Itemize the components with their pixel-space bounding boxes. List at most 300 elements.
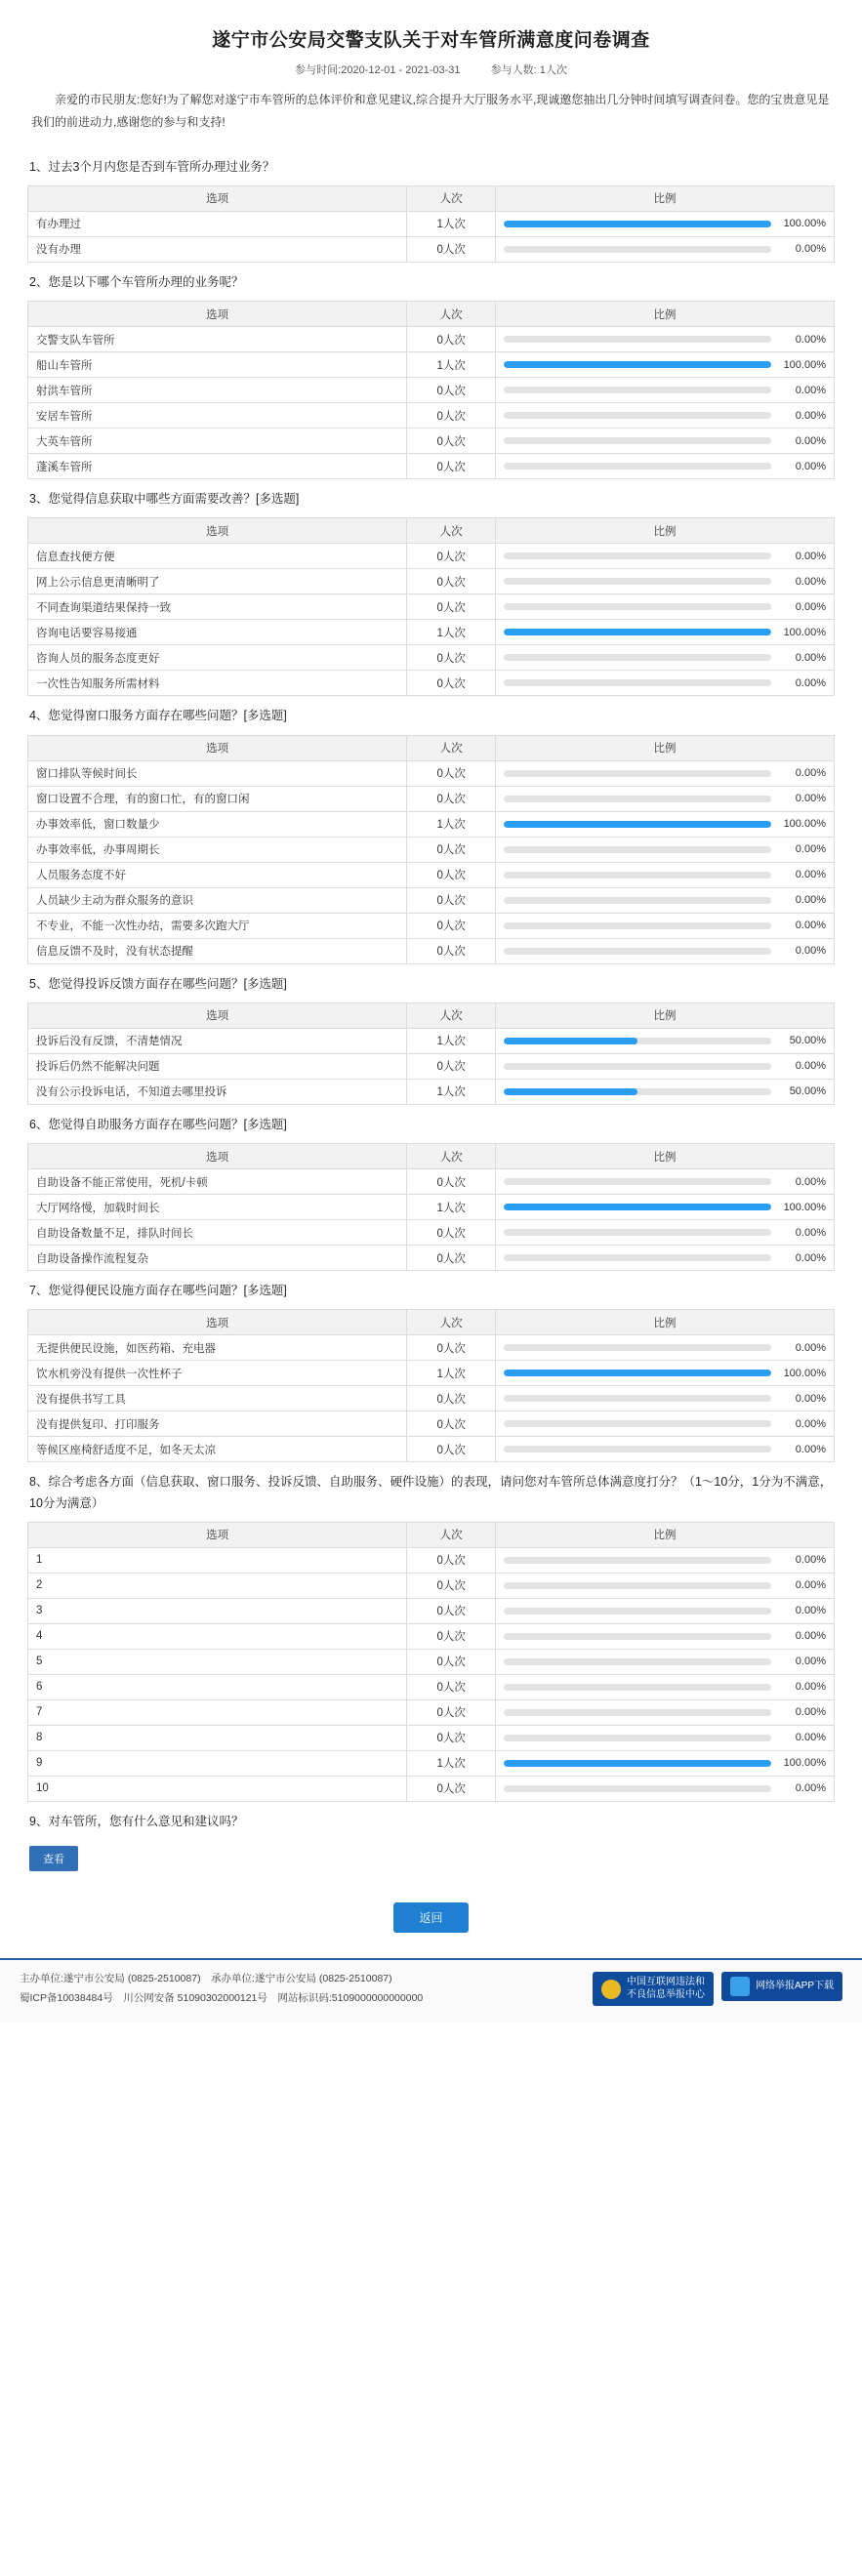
- response-percent-cell: [496, 1547, 835, 1573]
- percent-bar-fill: [504, 1038, 637, 1044]
- response-count: 0人次: [407, 1411, 496, 1437]
- percent-value: 0.00%: [795, 945, 826, 958]
- response-percent-cell: [496, 1386, 835, 1411]
- percent-bar-track: [504, 1633, 771, 1640]
- table-row: [28, 429, 835, 454]
- percent-bar: [504, 1656, 826, 1667]
- table-row: [28, 1028, 835, 1053]
- table-header-row: [28, 1310, 835, 1335]
- survey-meta: [27, 61, 835, 89]
- response-count: 0人次: [407, 569, 496, 594]
- percent-bar: [504, 677, 826, 689]
- percent-bar-track: [504, 1684, 771, 1691]
- percent-value: 0.00%: [795, 243, 826, 256]
- percent-bar: [504, 1342, 826, 1354]
- response-count: 0人次: [407, 378, 496, 403]
- percent-bar: [504, 652, 826, 664]
- percent-bar: [504, 843, 826, 855]
- column-header: 比例: [496, 735, 835, 760]
- percent-value: 0.00%: [795, 843, 826, 856]
- percent-bar-track: [504, 1735, 771, 1741]
- percent-bar: [504, 1060, 826, 1072]
- response-count: 0人次: [407, 429, 496, 454]
- response-percent-cell: [496, 1649, 835, 1674]
- percent-bar: [504, 410, 826, 422]
- table-row: [28, 1053, 835, 1079]
- response-percent-cell: [496, 1220, 835, 1246]
- response-count: 1人次: [407, 1195, 496, 1220]
- option-label: 信息反馈不及时，没有状态提醒: [28, 938, 407, 963]
- percent-bar: [504, 627, 826, 638]
- percent-value: 0.00%: [795, 333, 826, 346]
- percent-bar: [504, 1630, 826, 1642]
- response-percent-cell: [496, 811, 835, 837]
- response-count: 1人次: [407, 811, 496, 837]
- table-row: [28, 1361, 835, 1386]
- response-percent-cell: [496, 1573, 835, 1598]
- response-count: 1人次: [407, 1361, 496, 1386]
- percent-bar-track: [504, 1608, 771, 1615]
- response-percent-cell: [496, 760, 835, 786]
- percent-value: 100.00%: [783, 1757, 826, 1770]
- percent-bar: [504, 1732, 826, 1743]
- response-count: 0人次: [407, 887, 496, 913]
- table-header-row: [28, 1522, 835, 1547]
- percent-bar-track: [504, 654, 771, 661]
- option-label: 6: [28, 1674, 407, 1699]
- question-9-title: 9、对车管所，您有什么意见和建议吗？: [29, 1814, 244, 1828]
- response-percent-cell: [496, 403, 835, 429]
- response-percent-cell: [496, 211, 835, 236]
- response-count: 0人次: [407, 327, 496, 352]
- option-label: 办事效率低，办事周期长: [28, 837, 407, 862]
- table-row: [28, 811, 835, 837]
- response-percent-cell: [496, 1674, 835, 1699]
- response-percent-cell: [496, 1411, 835, 1437]
- question-results-table: [27, 1309, 835, 1462]
- column-header: 选项: [28, 1522, 407, 1547]
- percent-value: 0.00%: [795, 1554, 826, 1567]
- download-icon: [730, 1977, 750, 1996]
- response-count: 0人次: [407, 403, 496, 429]
- percent-bar-track: [504, 412, 771, 419]
- table-row: [28, 403, 835, 429]
- option-label: 9: [28, 1750, 407, 1776]
- column-header: 人次: [407, 185, 496, 211]
- response-count: 0人次: [407, 1246, 496, 1271]
- response-percent-cell: [496, 352, 835, 378]
- table-row: [28, 887, 835, 913]
- table-header-row: [28, 302, 835, 327]
- option-label: 没有提供书写工具: [28, 1386, 407, 1411]
- percent-value: 0.00%: [795, 1605, 826, 1617]
- question-results-table: [27, 1002, 835, 1105]
- footer-text: [20, 1970, 593, 2009]
- report-center-badge[interactable]: [593, 1972, 714, 2006]
- table-header-row: [28, 518, 835, 544]
- response-percent-cell: [496, 1361, 835, 1386]
- percent-bar: [504, 435, 826, 447]
- percent-value: 0.00%: [795, 651, 826, 664]
- response-percent-cell: [496, 1028, 835, 1053]
- response-count: 1人次: [407, 1079, 496, 1104]
- percent-bar: [504, 1176, 826, 1188]
- response-percent-cell: [496, 544, 835, 569]
- table-row: [28, 594, 835, 620]
- report-app-badge[interactable]: [721, 1972, 842, 2001]
- response-percent-cell: [496, 594, 835, 620]
- response-count: 0人次: [407, 1674, 496, 1699]
- response-count: 0人次: [407, 454, 496, 479]
- option-label: 不同查询渠道结果保持一致: [28, 594, 407, 620]
- percent-bar-track: [504, 1658, 771, 1665]
- table-row: [28, 327, 835, 352]
- percent-bar: [504, 1554, 826, 1566]
- percent-bar: [504, 1035, 826, 1046]
- question-title: 7、您觉得便民设施方面存在哪些问题？[多选题]: [29, 1284, 287, 1298]
- response-percent-cell: [496, 1246, 835, 1271]
- table-row: [28, 938, 835, 963]
- percent-bar: [504, 359, 826, 371]
- option-label: 蓬溪车管所: [28, 454, 407, 479]
- percent-bar: [504, 1252, 826, 1264]
- column-header: 比例: [496, 1310, 835, 1335]
- option-label: 没有办理: [28, 236, 407, 262]
- percent-bar-track: [504, 1446, 771, 1452]
- report-center-label-1: 中国互联网违法和: [626, 1977, 705, 1988]
- percent-bar-track: [504, 1204, 771, 1210]
- percent-bar-track: [504, 1178, 771, 1185]
- response-count: 0人次: [407, 1220, 496, 1246]
- column-header: 比例: [496, 302, 835, 327]
- option-label: 饮水机旁没有提供一次性杯子: [28, 1361, 407, 1386]
- response-count: 0人次: [407, 236, 496, 262]
- percent-bar: [504, 243, 826, 255]
- footer-badges: [593, 1970, 842, 2006]
- option-label: 自助设备不能正常使用，死机/卡顿: [28, 1169, 407, 1195]
- response-count: 0人次: [407, 1725, 496, 1750]
- table-row: [28, 544, 835, 569]
- percent-bar-track: [504, 1229, 771, 1236]
- percent-bar-track: [504, 552, 771, 559]
- table-row: [28, 1246, 835, 1271]
- response-percent-cell: [496, 1195, 835, 1220]
- response-count: 0人次: [407, 760, 496, 786]
- option-label: 3: [28, 1598, 407, 1623]
- question-results-table: [27, 735, 835, 964]
- percent-value: 0.00%: [795, 793, 826, 805]
- percent-bar: [504, 818, 826, 830]
- percent-bar-track: [504, 437, 771, 444]
- percent-value: 0.00%: [795, 1782, 826, 1795]
- table-row: [28, 1598, 835, 1623]
- percent-bar-fill: [504, 361, 771, 368]
- response-count: 0人次: [407, 1649, 496, 1674]
- percent-bar-fill: [504, 1204, 771, 1210]
- percent-value: 0.00%: [795, 1226, 826, 1239]
- response-count: 0人次: [407, 786, 496, 811]
- response-percent-cell: [496, 913, 835, 938]
- column-header: 人次: [407, 302, 496, 327]
- option-label: 大厅网络慢，加载时间长: [28, 1195, 407, 1220]
- percent-value: 0.00%: [795, 1579, 826, 1592]
- percent-bar-track: [504, 872, 771, 879]
- percent-bar: [504, 1444, 826, 1455]
- response-percent-cell: [496, 454, 835, 479]
- percent-value: 0.00%: [795, 767, 826, 780]
- footer-line-2: 蜀ICP备10038484号 川公网安备 51090302000121号 网站标识码:5109000000000000: [20, 1992, 424, 2005]
- response-count: 0人次: [407, 1386, 496, 1411]
- percent-bar-track: [504, 1709, 771, 1716]
- table-row: [28, 786, 835, 811]
- table-header-row: [28, 1002, 835, 1028]
- percent-bar-fill: [504, 821, 771, 828]
- response-percent-cell: [496, 327, 835, 352]
- response-count: 1人次: [407, 1750, 496, 1776]
- percent-bar: [504, 1227, 826, 1239]
- percent-bar: [504, 601, 826, 613]
- table-row: [28, 1335, 835, 1361]
- column-header: 人次: [407, 1522, 496, 1547]
- table-row: [28, 620, 835, 645]
- percent-value: 0.00%: [795, 1732, 826, 1744]
- table-header-row: [28, 1144, 835, 1169]
- option-label: 不专业，不能一次性办结，需要多次跑大厅: [28, 913, 407, 938]
- percent-bar-track: [504, 603, 771, 610]
- percent-value: 0.00%: [795, 1681, 826, 1694]
- option-label: 窗口排队等候时间长: [28, 760, 407, 786]
- percent-bar: [504, 1085, 826, 1097]
- response-percent-cell: [496, 645, 835, 671]
- percent-bar-track: [504, 387, 771, 393]
- percent-value: 0.00%: [795, 1341, 826, 1354]
- response-percent-cell: [496, 1725, 835, 1750]
- percent-bar: [504, 1202, 826, 1213]
- response-count: 0人次: [407, 1053, 496, 1079]
- percent-value: 0.00%: [795, 869, 826, 881]
- option-label: 10: [28, 1776, 407, 1801]
- percent-value: 100.00%: [783, 626, 826, 638]
- questions-container: [27, 147, 835, 1802]
- question-title: 8、综合考虑各方面（信息获取、窗口服务、投诉反馈、自助服务、硬件设施）的表现，请问您对车管所总体满意度打分？（1～10分，1分为不满意，10分为满意）: [29, 1475, 833, 1510]
- percent-value: 0.00%: [795, 1060, 826, 1073]
- response-percent-cell: [496, 938, 835, 963]
- response-percent-cell: [496, 1598, 835, 1623]
- question-title: 6、您觉得自助服务方面存在哪些问题？[多选题]: [29, 1117, 287, 1131]
- percent-bar-track: [504, 1088, 771, 1095]
- table-header-row: [28, 735, 835, 760]
- report-center-label-2: 不良信息举报中心: [626, 1988, 705, 2000]
- percent-bar-track: [504, 463, 771, 470]
- response-count: 0人次: [407, 862, 496, 887]
- response-count: 1人次: [407, 1028, 496, 1053]
- percent-bar-track: [504, 846, 771, 853]
- response-percent-cell: [496, 1750, 835, 1776]
- percent-bar: [504, 920, 826, 931]
- percent-bar-fill: [504, 1760, 771, 1767]
- response-percent-cell: [496, 620, 835, 645]
- table-row: [28, 837, 835, 862]
- percent-bar: [504, 218, 826, 229]
- option-label: 一次性告知服务所需材料: [28, 671, 407, 696]
- percent-bar: [504, 793, 826, 804]
- column-header: 比例: [496, 1144, 835, 1169]
- percent-bar: [504, 385, 826, 396]
- percent-value: 0.00%: [795, 676, 826, 689]
- response-count: 0人次: [407, 1547, 496, 1573]
- view-comments-button[interactable]: 查看: [29, 1846, 78, 1871]
- question-title: 5、您觉得投诉反馈方面存在哪些问题？[多选题]: [29, 976, 287, 991]
- page-footer: [0, 1958, 862, 2023]
- table-row: [28, 1573, 835, 1598]
- percent-bar-track: [504, 821, 771, 828]
- question-results-table: [27, 301, 835, 479]
- percent-bar-track: [504, 1395, 771, 1402]
- option-label: 办事效率低，窗口数量少: [28, 811, 407, 837]
- percent-bar-track: [504, 1582, 771, 1589]
- percent-bar-fill: [504, 1370, 771, 1376]
- table-row: [28, 1725, 835, 1750]
- column-header: 人次: [407, 1310, 496, 1335]
- back-row: [27, 1881, 835, 1958]
- percent-bar: [504, 1706, 826, 1718]
- percent-bar-track: [504, 246, 771, 253]
- option-label: 射洪车管所: [28, 378, 407, 403]
- response-count: 1人次: [407, 211, 496, 236]
- percent-bar: [504, 1418, 826, 1430]
- response-percent-cell: [496, 1169, 835, 1195]
- question-title: 4、您觉得窗口服务方面存在哪些问题？[多选题]: [29, 709, 287, 723]
- table-row: [28, 1386, 835, 1411]
- percent-bar-track: [504, 1063, 771, 1070]
- percent-value: 0.00%: [795, 384, 826, 396]
- option-label: 投诉后没有反馈，不清楚情况: [28, 1028, 407, 1053]
- table-row: [28, 1220, 835, 1246]
- page-title: 遂宁市公安局交警支队关于对车管所满意度问卷调查: [212, 30, 650, 51]
- response-count: 0人次: [407, 1335, 496, 1361]
- response-count: 0人次: [407, 1776, 496, 1801]
- table-header-row: [28, 185, 835, 211]
- response-percent-cell: [496, 1335, 835, 1361]
- percent-value: 0.00%: [795, 894, 826, 907]
- option-label: 网上公示信息更清晰明了: [28, 569, 407, 594]
- response-percent-cell: [496, 1623, 835, 1649]
- option-label: 5: [28, 1649, 407, 1674]
- option-label: 有办理过: [28, 211, 407, 236]
- table-row: [28, 1776, 835, 1801]
- option-label: 没有提供复印、打印服务: [28, 1411, 407, 1437]
- response-percent-cell: [496, 378, 835, 403]
- percent-bar: [504, 1782, 826, 1794]
- option-label: 咨询人员的服务态度更好: [28, 645, 407, 671]
- percent-bar-track: [504, 578, 771, 585]
- percent-value: 100.00%: [783, 818, 826, 831]
- percent-bar-track: [504, 922, 771, 929]
- option-label: 船山车管所: [28, 352, 407, 378]
- response-percent-cell: [496, 236, 835, 262]
- response-percent-cell: [496, 1079, 835, 1104]
- column-header: 选项: [28, 302, 407, 327]
- survey-period: 参与时间:2020-12-01 - 2021-03-31: [295, 64, 461, 76]
- option-label: 7: [28, 1699, 407, 1725]
- response-count: 0人次: [407, 938, 496, 963]
- percent-bar: [504, 945, 826, 957]
- percent-bar-track: [504, 796, 771, 802]
- column-header: 选项: [28, 1310, 407, 1335]
- question-title: 2、您是以下哪个车管所办理的业务呢？: [29, 274, 244, 289]
- percent-bar-track: [504, 1785, 771, 1792]
- option-label: 自助设备操作流程复杂: [28, 1246, 407, 1271]
- option-label: 2: [28, 1573, 407, 1598]
- percent-value: 0.00%: [795, 1251, 826, 1264]
- option-label: 咨询电话要容易接通: [28, 620, 407, 645]
- table-row: [28, 1649, 835, 1674]
- response-percent-cell: [496, 862, 835, 887]
- option-label: 8: [28, 1725, 407, 1750]
- question-results-table: [27, 185, 835, 263]
- column-header: 人次: [407, 1144, 496, 1169]
- option-label: 自助设备数量不足，排队时间长: [28, 1220, 407, 1246]
- response-percent-cell: [496, 1699, 835, 1725]
- table-row: [28, 1699, 835, 1725]
- column-header: 人次: [407, 1002, 496, 1028]
- percent-bar: [504, 869, 826, 880]
- percent-value: 100.00%: [783, 218, 826, 230]
- column-header: 比例: [496, 1522, 835, 1547]
- percent-bar-track: [504, 1420, 771, 1427]
- column-header: 人次: [407, 518, 496, 544]
- percent-bar: [504, 576, 826, 588]
- percent-bar: [504, 1605, 826, 1616]
- percent-bar: [504, 1579, 826, 1591]
- option-label: 人员服务态度不好: [28, 862, 407, 887]
- column-header: 比例: [496, 1002, 835, 1028]
- percent-value: 100.00%: [783, 1367, 826, 1379]
- option-label: 交警支队车管所: [28, 327, 407, 352]
- percent-bar-track: [504, 1344, 771, 1351]
- percent-bar: [504, 1393, 826, 1405]
- percent-bar-fill: [504, 1088, 637, 1095]
- column-header: 比例: [496, 185, 835, 211]
- percent-value: 100.00%: [783, 358, 826, 371]
- percent-bar-track: [504, 1557, 771, 1564]
- option-label: 投诉后仍然不能解决问题: [28, 1053, 407, 1079]
- response-count: 0人次: [407, 671, 496, 696]
- table-row: [28, 1411, 835, 1437]
- response-count: 0人次: [407, 1169, 496, 1195]
- percent-bar-track: [504, 897, 771, 904]
- question-9-action: [27, 1840, 835, 1881]
- footer-line-1: 主办单位:遂宁市公安局 (0825-2510087) 承办单位:遂宁市公安局 (0825-2510087): [20, 1973, 392, 1985]
- percent-bar-fill: [504, 629, 771, 635]
- percent-bar-track: [504, 629, 771, 635]
- response-count: 0人次: [407, 594, 496, 620]
- question-title: 1、过去3个月内您是否到车管所办理过业务？: [29, 159, 275, 174]
- column-header: 选项: [28, 1002, 407, 1028]
- percent-bar-track: [504, 1370, 771, 1376]
- response-count: 0人次: [407, 1598, 496, 1623]
- percent-value: 0.00%: [795, 1175, 826, 1188]
- percent-bar: [504, 1757, 826, 1769]
- back-button[interactable]: 返回: [393, 1902, 468, 1933]
- percent-value: 0.00%: [795, 550, 826, 562]
- percent-value: 0.00%: [795, 1417, 826, 1430]
- table-row: [28, 760, 835, 786]
- table-row: [28, 211, 835, 236]
- percent-bar-track: [504, 1760, 771, 1767]
- question-results-table: [27, 1143, 835, 1271]
- percent-value: 50.00%: [789, 1085, 826, 1098]
